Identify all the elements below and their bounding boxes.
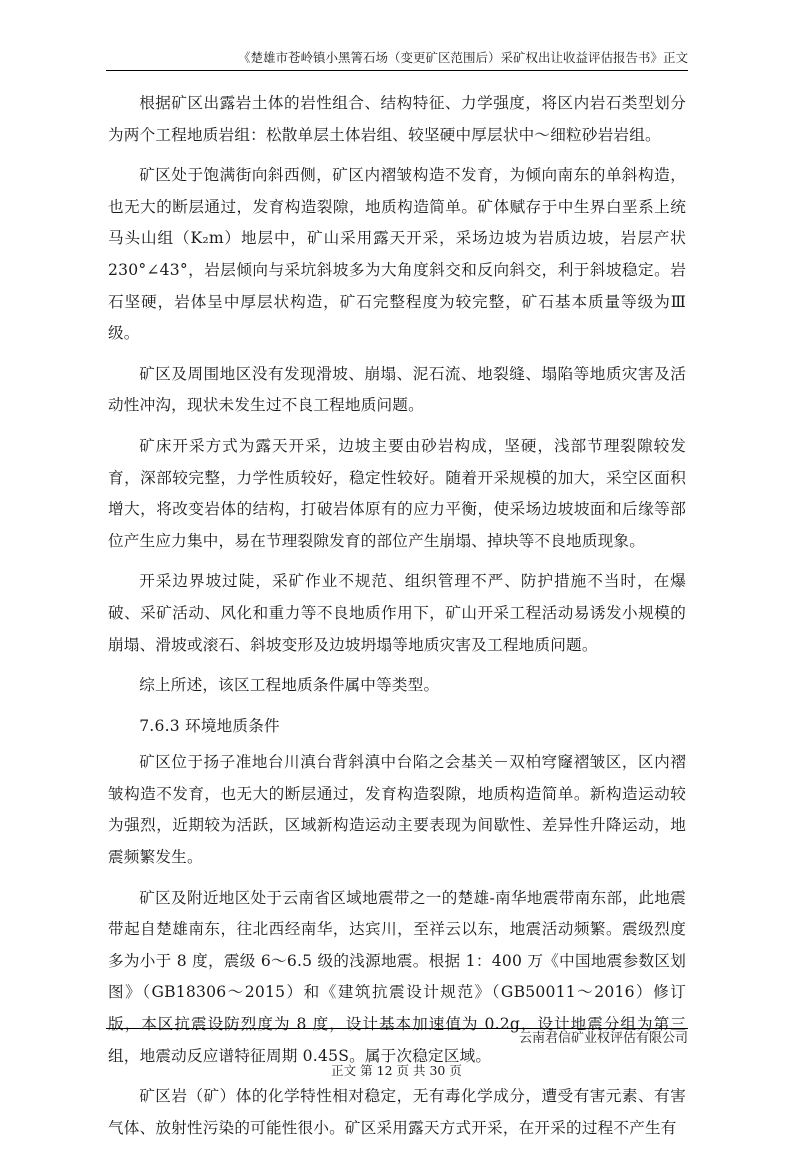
paragraph-seismicity: 矿区及附近地区处于云南省区域地震带之一的楚雄-南华地震带南东部，此地震带起自楚雄南东，往北西经南华，达宾川，至祥云以东，地震活动频繁。震级烈度多为小于 8 度，震级 6～6.5 级的浅源地震。根据 1：400 万《中国地震参数区划图》（GB18306～2015）和《建筑抗震设计规范》（GB50011～2016）修订版，本区抗震设防烈度为 8 度，设计基本加速值为 0.2g，设计地震分组为第三组，地震动反应谱特征周期 0.45S。属于次稳定区域。 xyxy=(108,888,686,1065)
page-number: 正文 第 12 页 共 30 页 xyxy=(331,1063,462,1078)
paragraph-tectonics: 矿区位于扬子准地台川滇台背斜滇中台陷之会基关－双柏穹窿褶皱区，区内褶皱构造不发育，也无大的断层通过，发育构造裂隙，地质构造简单。新构造运动较为强烈，近期较为活跃，区域新构造运动主要表现为间歇性、差异性升降运动，地震频繁发生。 xyxy=(108,753,686,867)
section-heading: 7.6.3 环境地质条件 xyxy=(139,716,280,735)
document-body xyxy=(108,88,686,1153)
paragraph-summary: 综上所述，该区工程地质条件属中等类型。 xyxy=(139,676,440,695)
company-name: 云南君信矿业权评估有限公司 xyxy=(518,1031,688,1046)
footer-divider xyxy=(106,1028,688,1029)
paragraph-hazards: 矿区及周围地区没有发现滑坡、崩塌、泥石流、地裂缝、塌陷等地质灾害及活动性冲沟，现状未发生过不良工程地质问题。 xyxy=(108,364,686,415)
header-divider xyxy=(106,70,688,71)
paragraph-chemistry: 矿区岩（矿）体的化学特性相对稳定，无有毒化学成分，遭受有害元素、有害气体、放射性污染的可能性很小。矿区采用露天方式开采，在开采的过程不产生有 xyxy=(108,1087,686,1137)
running-header: 《楚雄市苍岭镇小黑箐石场（变更矿区范围后）采矿权出让收益评估报告书》正文 xyxy=(237,50,688,65)
paragraph-rock-groups: 根据矿区出露岩土体的岩性组合、结构特征、力学强度，将区内岩石类型划分为两个工程地质岩组：松散单层土体岩组、较坚硬中厚层状中～细粒砂岩岩组。 xyxy=(108,94,686,144)
paragraph-slope-risk: 开采边界坡过陡，采矿作业不规范、组织管理不严、防护措施不当时，在爆破、采矿活动、风化和重力等不良地质作用下，矿山开采工程活动易诱发小规模的崩塌、滑坡或滚石、斜坡变形及边坡坍塌等地质灾害及工程地质问题。 xyxy=(108,572,686,654)
paragraph-structure: 矿区处于饱满街向斜西侧，矿区内褶皱构造不发育，为倾向南东的单斜构造，也无大的断层通过，发育构造裂隙，地质构造简单。矿体赋存于中生界白垩系上统马头山组（K₂m）地层中，矿山采用露天开采，采场边坡为岩质边坡，岩层产状230°∠43°，岩层倾向与采坑斜坡多为大角度斜交和反向斜交，利于斜坡稳定。岩石坚硬，岩体呈中厚层状构造，矿石完整程度为较完整，矿石基本质量等级为Ⅲ级。 xyxy=(108,166,686,343)
paragraph-mining-method: 矿床开采方式为露天开采，边坡主要由砂岩构成，坚硬，浅部节理裂隙较发育，深部较完整，力学性质较好，稳定性较好。随着开采规模的加大，采空区面积增大，将改变岩体的结构，打破岩体原有的应力平衡，使采场边坡坡面和后缘等部位产生应力集中，易在节理裂隙发育的部位产生崩塌、掉块等不良地质现象。 xyxy=(108,436,686,550)
